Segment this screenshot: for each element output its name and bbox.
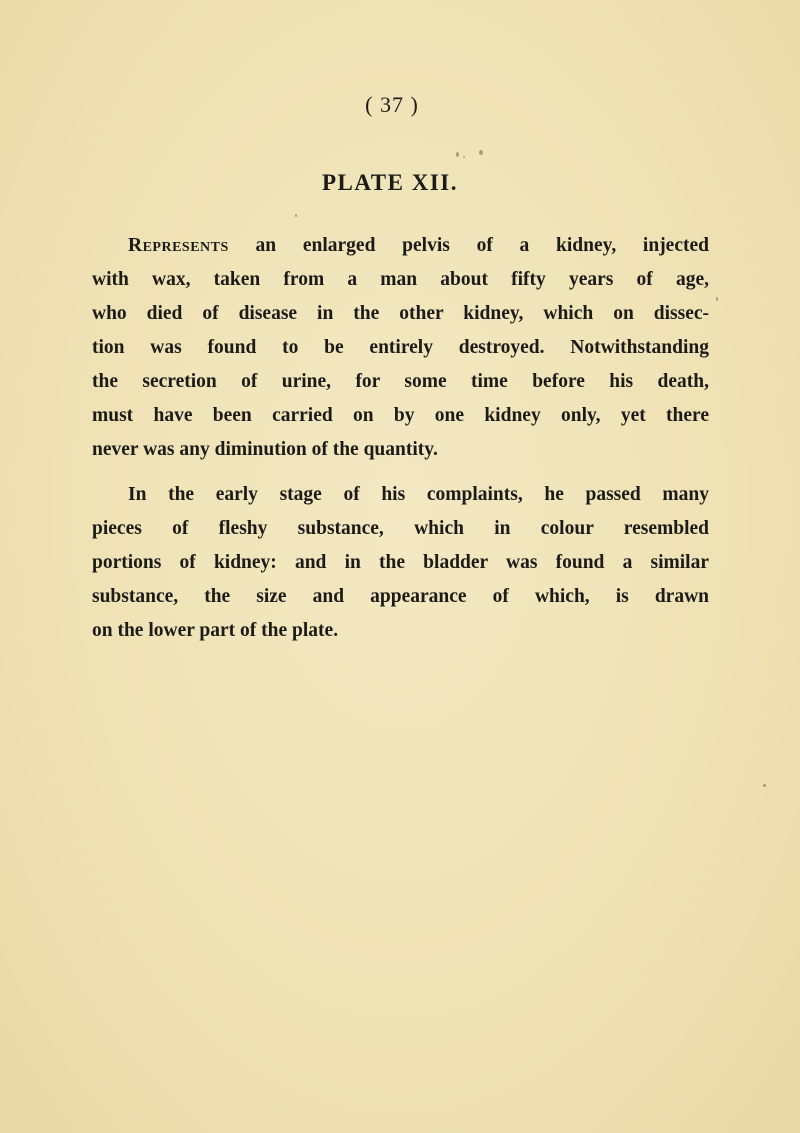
paragraph-2-line-2: pieces of fleshy substance, which in colour resembled bbox=[92, 518, 709, 539]
paragraph-1-line-2: with wax, taken from a man about fifty years of age, bbox=[92, 269, 709, 290]
paragraph-1-line-6: must have been carried on by one kidney only, yet there bbox=[92, 405, 709, 426]
paper-speck bbox=[456, 152, 459, 157]
paper-speck bbox=[295, 214, 297, 217]
line-1-rest: an enlarged pelvis of a kidney, injected bbox=[228, 235, 709, 256]
page-number: ( 37 ) bbox=[365, 92, 419, 117]
lead-word: Represents bbox=[128, 235, 229, 256]
paragraph-2-line-3: portions of kidney: and in the bladder was found a similar bbox=[92, 552, 709, 573]
paragraph-1 bbox=[92, 229, 709, 467]
paragraph-1-line-5: the secretion of urine, for some time before his death, bbox=[92, 371, 709, 392]
paper-speck bbox=[716, 297, 718, 301]
paragraph-1-line-1 bbox=[92, 229, 709, 263]
paper-speck bbox=[763, 784, 766, 787]
paragraph-2-line-1: In the early stage of his complaints, he passed many bbox=[128, 484, 709, 505]
paper-speck bbox=[463, 156, 465, 158]
plate-title: PLATE XII. bbox=[322, 170, 458, 195]
paragraph-2 bbox=[92, 478, 709, 648]
paragraph-2-line-4: substance, the size and appearance of which, is drawn bbox=[92, 586, 709, 607]
paragraph-1-line-7: never was any diminution of the quantity. bbox=[92, 439, 438, 460]
paper-speck bbox=[479, 150, 483, 155]
paragraph-1-line-3: who died of disease in the other kidney, which on dissec- bbox=[92, 303, 709, 324]
paragraph-1-line-4: tion was found to be entirely destroyed. Notwithstanding bbox=[92, 337, 709, 358]
paragraph-2-line-5: on the lower part of the plate. bbox=[92, 620, 339, 641]
